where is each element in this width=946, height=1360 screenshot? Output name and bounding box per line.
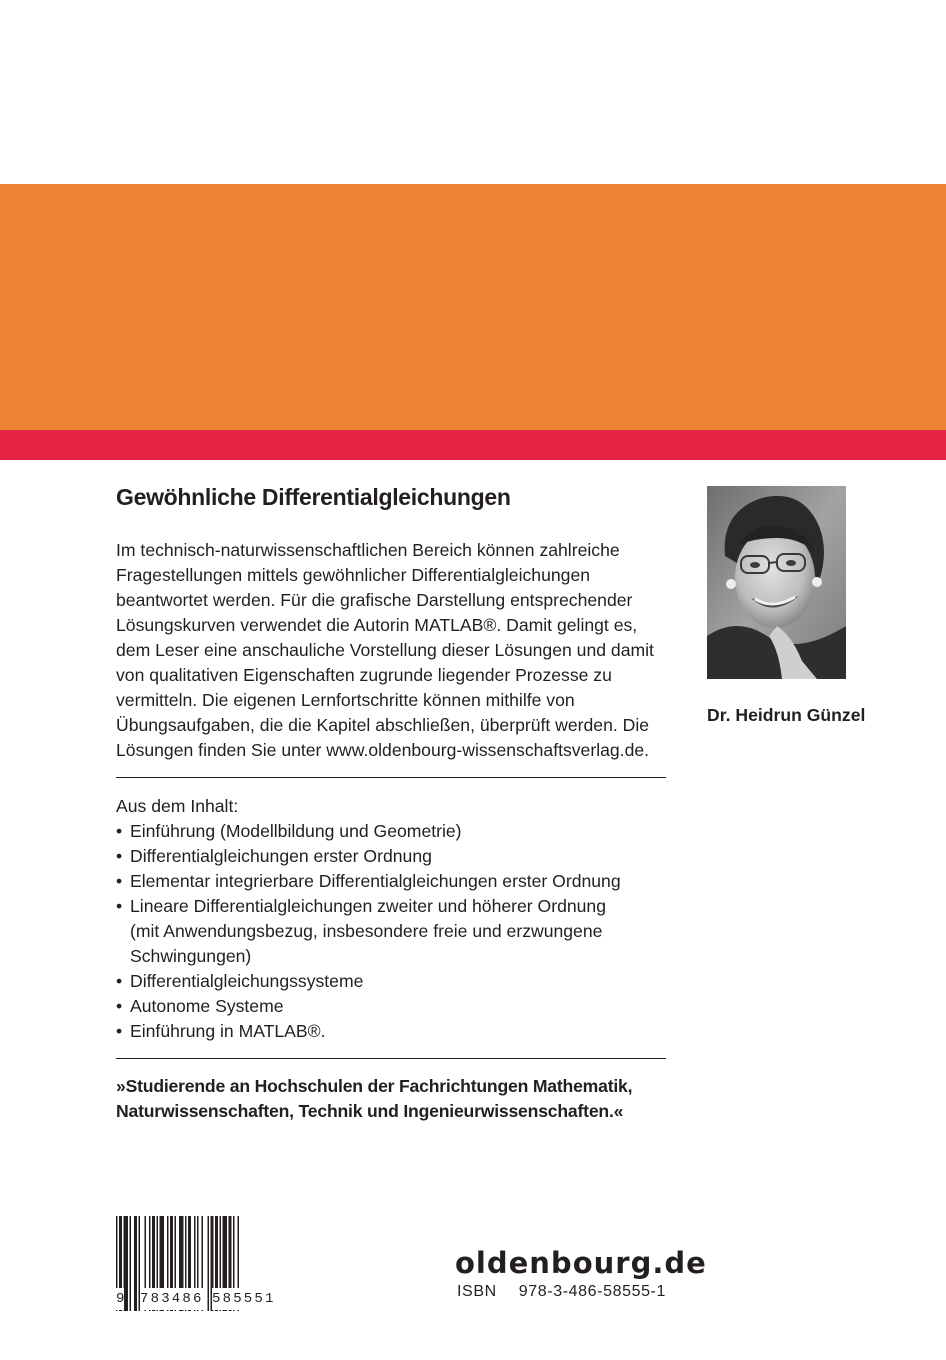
description-line: Lösungen finden Sie unter www.oldenbourg-wissenschaftsverlag.de.: [116, 740, 650, 760]
list-item-text: Schwingungen): [130, 946, 252, 966]
author-name: Dr. Heidrun Günzel: [707, 705, 866, 725]
bullet-icon: •: [116, 896, 123, 916]
contents-heading: Aus dem Inhalt:: [116, 796, 239, 816]
author-photo: [707, 486, 846, 679]
list-item-text: Differentialgleichungen erster Ordnung: [130, 846, 432, 866]
bullet-icon: •: [116, 846, 123, 866]
orange-color-band: [0, 184, 946, 430]
divider-rule: [116, 1058, 666, 1059]
bullet-icon: •: [116, 1021, 123, 1041]
isbn-label: ISBN: [457, 1283, 497, 1300]
barcode-digit-group: 783486: [140, 1288, 204, 1310]
bullet-icon: •: [116, 871, 123, 891]
list-item-text: Einführung (Modellbildung und Geometrie): [130, 821, 462, 841]
bullet-icon: •: [116, 971, 123, 991]
description-line: dem Leser eine anschauliche Vorstellung dieser Lösungen und damit: [116, 640, 654, 660]
list-item: [116, 844, 676, 869]
list-item: [116, 869, 676, 894]
list-item: [116, 894, 676, 969]
barcode-digit-group: 585551: [212, 1288, 276, 1310]
list-item: [116, 1019, 676, 1044]
target-audience-quote: [116, 1074, 676, 1124]
author-portrait-icon: [707, 486, 846, 679]
barcode-digits: [116, 1288, 278, 1310]
description-text: [116, 538, 676, 763]
list-item: [116, 994, 676, 1019]
barcode-lead-digit: 9: [116, 1288, 124, 1310]
description-line: Übungsaufgaben, die die Kapitel abschließen, überprüft werden. Die: [116, 715, 650, 735]
list-item-text: Lineare Differentialgleichungen zweiter und höherer Ordnung: [130, 896, 606, 916]
bullet-icon: •: [116, 996, 123, 1016]
description-line: Lösungskurven verwendet die Autorin MATLAB®. Damit gelingt es,: [116, 615, 638, 635]
audience-line: Naturwissenschaften, Technik und Ingenieurwissenschaften.«: [116, 1101, 624, 1121]
red-color-band: [0, 430, 946, 460]
description-line: Fragestellungen mittels gewöhnlicher Differentialgleichungen: [116, 565, 591, 585]
description-line: beantwortet werden. Für die grafische Darstellung entsprechender: [116, 590, 633, 610]
audience-line: »Studierende an Hochschulen der Fachrichtungen Mathematik,: [116, 1076, 633, 1096]
description-line: von qualitativen Eigenschaften zugrunde liegender Prozesse zu: [116, 665, 612, 685]
description-line: vermitteln. Die eigenen Lernfortschritte können mithilfe von: [116, 690, 575, 710]
list-item: [116, 819, 676, 844]
list-item-text: Autonome Systeme: [130, 996, 284, 1016]
contents-list: [116, 819, 676, 1044]
publisher-website: oldenbourg.de: [455, 1246, 707, 1280]
description-line: Im technisch-naturwissenschaftlichen Bereich können zahlreiche: [116, 540, 620, 560]
list-item-text: Elementar integrierbare Differentialgleichungen erster Ordnung: [130, 871, 621, 891]
list-item-text: Differentialgleichungssysteme: [130, 971, 364, 991]
isbn-number: 978-3-486-58555-1: [518, 1283, 666, 1300]
list-item-text: Einführung in MATLAB®.: [130, 1021, 326, 1041]
table-of-contents: [116, 794, 676, 1044]
divider-rule: [116, 777, 666, 778]
list-item: [116, 969, 676, 994]
list-item-text: (mit Anwendungsbezug, insbesondere freie und erzwungene: [130, 921, 603, 941]
bullet-icon: •: [116, 821, 123, 841]
book-title: Gewöhnliche Differentialgleichungen: [116, 484, 511, 510]
